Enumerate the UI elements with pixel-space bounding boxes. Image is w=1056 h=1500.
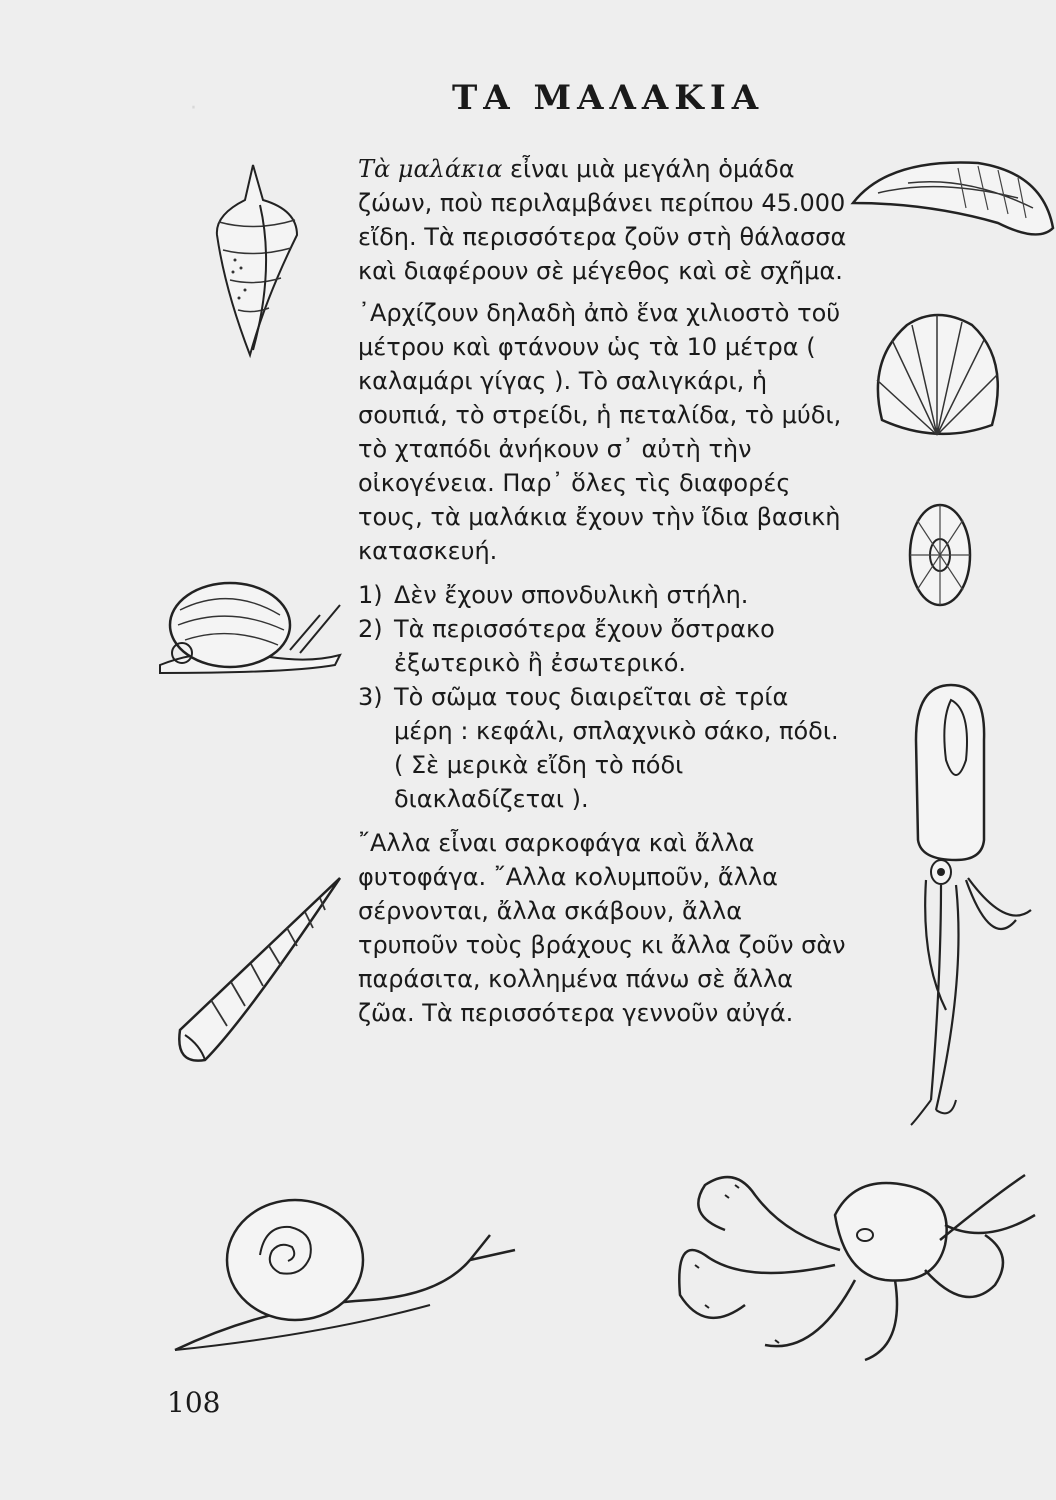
list-text: Δὲν ἔχουν σπονδυλικὴ στήλη. [394,581,749,609]
list-item [358,612,848,680]
cone-shell-illustration [205,160,305,360]
paragraph-sizes: ᾿Αρχίζουν δηλαδὴ ἀπὸ ἕνα χιλιοστὸ τοῦ μέτρου καὶ φτάνουν ὡς τὰ 10 μέτρα ( καλαμάρι γίγας ). Τὸ σαλιγκάρι, ἡ σουπιά, τὸ στρείδι, ἡ πεταλίδα, τὸ μύδι, τὸ χταπόδι ἀνήκουν σ᾿ αὐτὴ τὴν οἰκογένεια. Παρ᾿ ὅλες τὶς διαφορές τους, τὰ μαλάκια ἔχουν τὴν ἴδια βασικὴ κατασκευή. [358,299,842,565]
paragraph-intro [358,152,848,288]
octopus-illustration [665,1155,1040,1370]
list-number: 2) [358,615,383,643]
page-number: 108 [167,1386,221,1419]
list-number: 1) [358,581,383,609]
list-number: 3) [358,683,383,711]
limpet-illustration [905,500,975,610]
list-item [358,680,848,816]
auger-shell-illustration [165,870,345,1070]
paragraph-habits: ῎Αλλα εἶναι σαρκοφάγα καὶ ἄλλα φυτοφάγα. ῎Αλλα κολυμποῦν, ἄλλα σέρνονται, ἄλλα σκάβουν, ἄλλα τρυποῦν τοὺς βράχους κι ἄλλα ζοῦν σὰν παράσιτα, κολλημένα πάνω σὲ ἄλλα ζῶα. Τὰ περισσότερα γεννοῦν αὐγά. [358,829,846,1027]
list-text: Τὰ περισσότερα ἔχουν ὄστρακο ἐξωτερικὸ ἢ ἐσωτερικό. [394,615,775,677]
intro-rest: εἶναι μιὰ μεγάλη ὁμάδα ζώων, ποὺ περιλαμβάνει περίπου 45.000 εἴδη. Τὰ περισσότερα ζοῦν στὴ θάλασσα καὶ διαφέρουν σὲ μέγεθος καὶ σὲ σχῆμα. [358,155,847,285]
mussel-illustration [848,148,1056,248]
cockle-shell-illustration [862,300,1012,450]
body-text [358,152,848,1040]
garden-snail-illustration [170,1185,520,1365]
list-item [358,578,848,612]
list-text: Τὸ σῶμα τους διαιρεῖται σὲ τρία μέρη : κεφάλι, σπλαχνικὸ σάκο, πόδι. ( Σὲ μερικὰ εἴδη τὸ πόδι διακλαδίζεται ). [394,683,839,813]
intro-lead: Τὰ μαλάκια [358,155,503,183]
squid-illustration [896,680,1036,1130]
features-list [358,578,848,816]
water-snail-illustration [150,565,350,680]
page-title: ΤΑ ΜΑΛΑΚΙΑ [452,78,765,118]
bleed-through: · [190,96,197,121]
